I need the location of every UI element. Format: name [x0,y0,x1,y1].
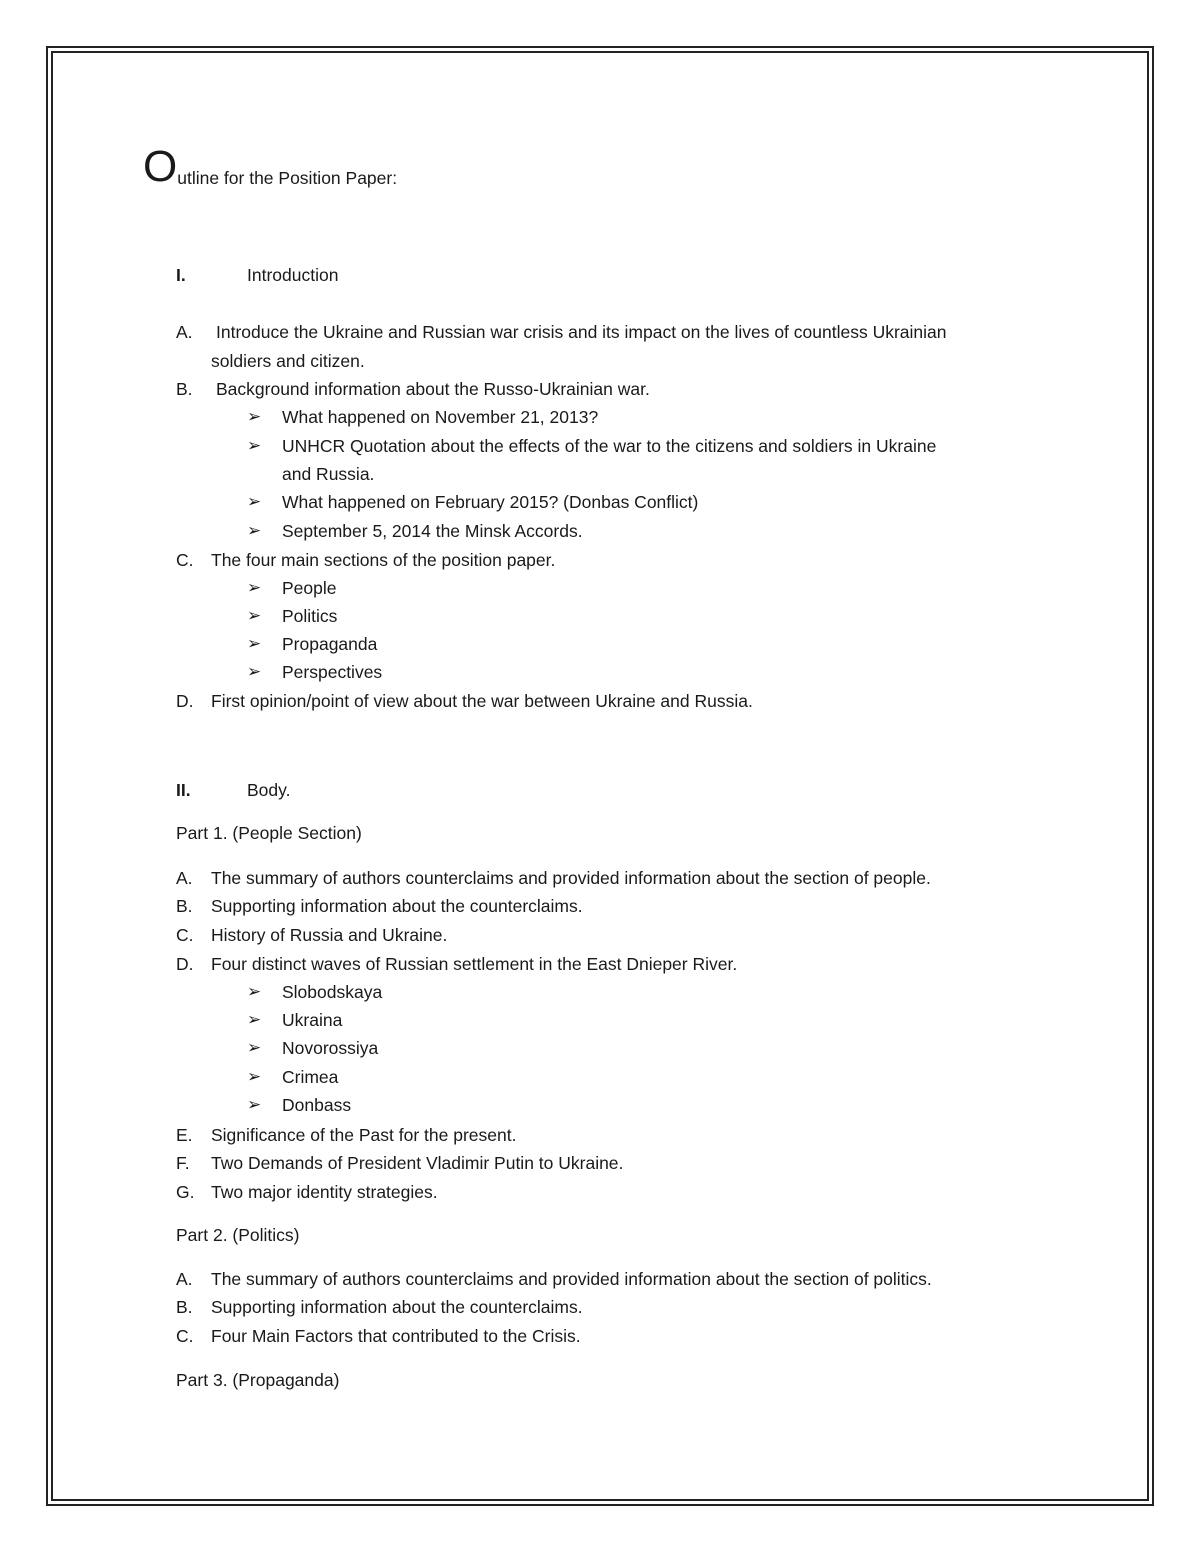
bullet-arrow-icon: ➢ [247,634,262,653]
list-item-text: Background information about the Russo-Ukrainian war. [216,379,650,399]
list-marker: D. [176,954,194,974]
list-item-text: First opinion/point of view about the war between Ukraine and Russia. [211,691,753,711]
list-marker: C. [176,925,194,945]
list-item-text: History of Russia and Ukraine. [211,925,448,945]
list-item-text: Four distinct waves of Russian settlement in the East Dnieper River. [211,954,738,974]
list-marker: G. [176,1182,195,1202]
list-marker: B. [176,896,193,916]
bullet-arrow-icon: ➢ [247,1067,262,1086]
bullet-arrow-icon: ➢ [247,407,262,426]
bullet-text: September 5, 2014 the Minsk Accords. [282,521,583,541]
bullet-arrow-icon: ➢ [247,1038,262,1057]
list-item-text: soldiers and citizen. [211,351,365,371]
bullet-text: Slobodskaya [282,982,383,1002]
bullet-text: Perspectives [282,662,383,682]
bullet-text: Ukraina [282,1010,343,1030]
document-title [143,142,398,191]
bullet-text: Novorossiya [282,1038,379,1058]
bullet-text: What happened on February 2015? (Donbas Conflict) [282,492,699,512]
section-heading: Body. [247,780,291,800]
list-marker: A. [176,1269,193,1289]
list-marker: C. [176,550,194,570]
part-heading: Part 3. (Propaganda) [176,1370,340,1390]
bullet-arrow-icon: ➢ [247,521,262,540]
bullet-text: Crimea [282,1067,339,1087]
list-item-text: Significance of the Past for the present. [211,1125,517,1145]
bullet-text: UNHCR Quotation about the effects of the war to the citizens and soldiers in Ukraine [282,436,937,456]
list-marker: E. [176,1125,193,1145]
bullet-arrow-icon: ➢ [247,578,262,597]
list-item-text: The summary of authors counterclaims and provided information about the section of politics. [211,1269,932,1289]
title-rest: utline for the Position Paper: [177,168,398,188]
bullet-arrow-icon: ➢ [247,436,262,455]
bullet-arrow-icon: ➢ [247,606,262,625]
list-item-text: Introduce the Ukraine and Russian war crisis and its impact on the lives of countless Ukrainian [216,322,947,342]
list-item-text: Supporting information about the counterclaims. [211,1297,583,1317]
list-item-text: Two Demands of President Vladimir Putin to Ukraine. [211,1153,624,1173]
bullet-arrow-icon: ➢ [247,1010,262,1029]
list-item-text: The four main sections of the position paper. [211,550,556,570]
bullet-arrow-icon: ➢ [247,662,262,681]
list-item-text: The summary of authors counterclaims and provided information about the section of people. [211,868,931,888]
list-item-text: Two major identity strategies. [211,1182,438,1202]
list-marker: C. [176,1326,194,1346]
bullet-text: What happened on November 21, 2013? [282,407,599,427]
bullet-arrow-icon: ➢ [247,492,262,511]
list-marker: D. [176,691,194,711]
list-item-text: Four Main Factors that contributed to the Crisis. [211,1326,581,1346]
title-initial: O [143,142,178,191]
section-heading: Introduction [247,265,339,285]
list-marker: A. [176,868,193,888]
bullet-text: Donbass [282,1095,352,1115]
part-heading: Part 1. (People Section) [176,823,362,843]
bullet-arrow-icon: ➢ [247,982,262,1001]
bullet-arrow-icon: ➢ [247,1095,262,1114]
bullet-text: Propaganda [282,634,378,654]
list-marker: B. [176,379,193,399]
section-number: II. [176,780,191,800]
bullet-text: Politics [282,606,338,626]
section-number: I. [176,265,186,285]
list-marker: B. [176,1297,193,1317]
part-heading: Part 2. (Politics) [176,1225,300,1245]
bullet-text: and Russia. [282,464,375,484]
bullet-text: People [282,578,337,598]
list-item-text: Supporting information about the counterclaims. [211,896,583,916]
list-marker: A. [176,322,193,342]
list-marker: F. [176,1153,190,1173]
